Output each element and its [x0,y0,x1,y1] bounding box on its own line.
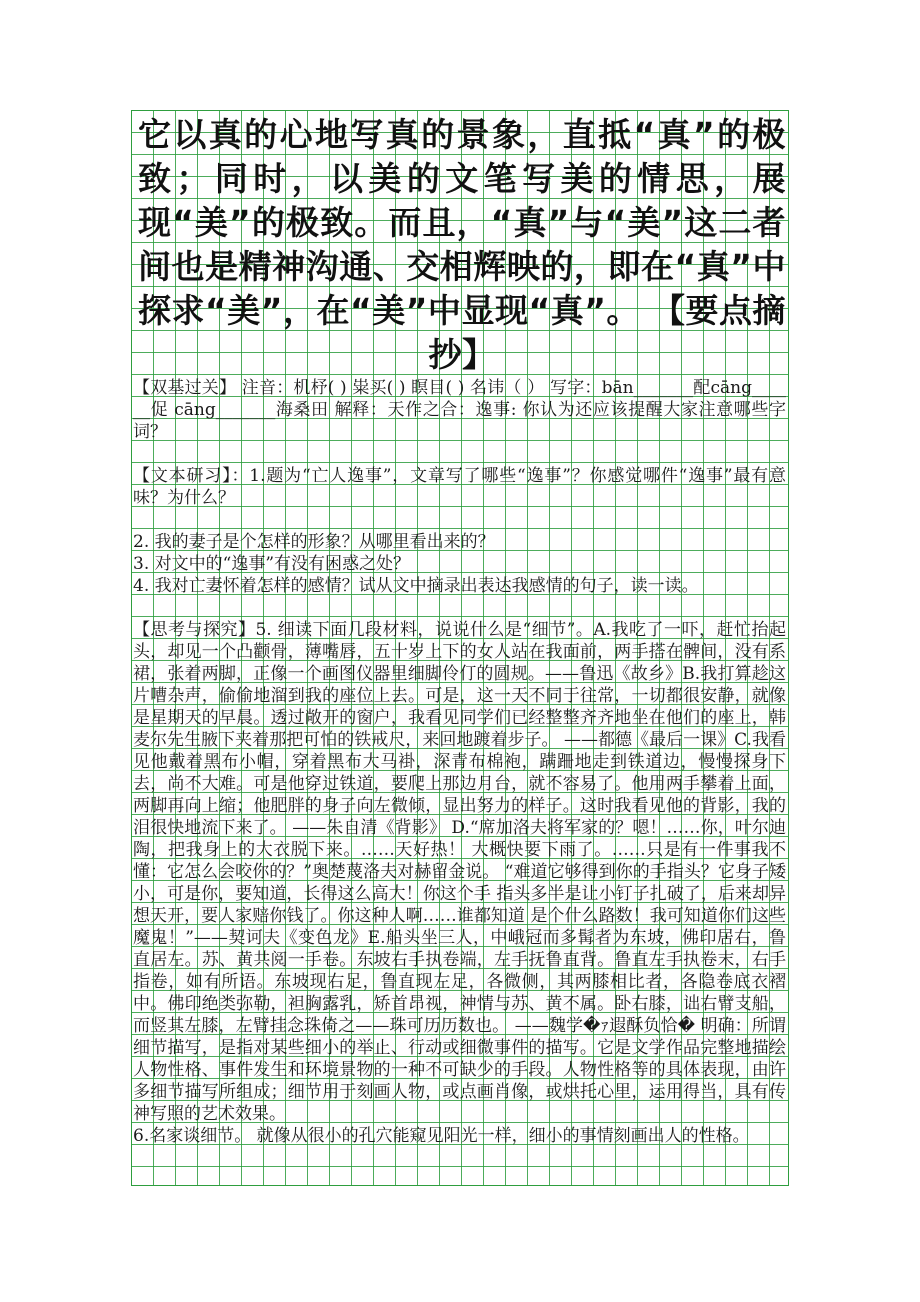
study-label: 【文本研习】 [133,466,232,486]
study-question-4: 4. 我对亡妻怀着怎样的感情？试从文中摘录出表达我感情的句子，读一读。 [133,576,699,596]
study-question-2: 2. 我的妻子是个怎样的形象？从哪里看出来的？ [133,532,495,552]
spacer [132,597,788,619]
page-content [132,111,788,1147]
basics-label: 【双基过关】 [133,378,237,398]
grid-paper [131,110,789,1186]
spacer [132,443,788,465]
basics-section [132,377,788,443]
spacer [132,509,788,531]
study-question-3: 3. 对文中的“逸事”有没有困惑之处？ [133,554,411,574]
explore-question-6: 6.名家谈细节。 就像从很小的孔穴能窥见阳光一样，细小的事情刻画出人的性格。 [133,1126,750,1146]
study-q1-text: ：1.题为“亡人逸事”，文章写了哪些“逸事”？你感觉哪件“逸事”最有意味？为什么？ [133,466,786,508]
explore-text: 5. 细读下面几段材料，说说什么是“细节”。A.我吃了一吓，赶忙抬起头，却见一个凸颧骨，薄嘴唇，五十岁上下的女人站在我面前，两手搭在髀间，没有系裙，张着两脚，正像一个画图仪器里细脚伶仃的圆规。——鲁迅《故乡》B.我打算趁这片嘈杂声，偷偷地溜到我的座位上去。可是，这一天不同于往常，一切都很安静，就像是星期天的早晨。透过敞开的窗户，我看见同学们已经整整齐齐地坐在他们的座上，韩麦尔先生腋下夹着那把可怕的铁戒尺，来回地踱着步子。 ——都德《最后一课》C.我看见他戴着黑布小帽，穿着黑布大马褂，深青布棉袍，蹒跚地走到铁道边，慢慢探身下去，尚不大难。可是他穿过铁道，要爬上那边月台，就不容易了。他用两手攀着上面，两脚再向上缩；他肥胖的身子向左微倾，显出努力的样子。这时我看见他的背影，我的泪很快地流下来了。 ——朱自清《背影》 D.“席加洛夫将军家的？嗯！……你，叶尔迪陶，把我身上的大衣脱下来。……天好热！ 大概快要下雨了。……只是有一件事我不懂：它怎么会咬你的？”奥楚蔑洛夫对赫留金说。 “难道它够得到你的手指头？它身子矮小，可是你，要知道，长得这么高大！你这个手 指头多半是让小钉子扎破了，后来却异想天开，要人家赔你钱了。你这种人啊……谁都知道 是个什么路数！我可知道你们这些魔鬼！”——契诃夫《变色龙》E.船头坐三人，中峨冠而多髯者为东坡，佛印居右，鲁直居左。苏、黄共阅一手卷。东坡右手执卷端，左手抚鲁直背。鲁直左手执卷末，右手指卷，如有所语。东坡现右足，鲁直现左足，各微侧，其两膝相比者，各隐卷底衣褶中。佛印绝类弥勒，袒胸露乳，矫首昂视，神情与苏、黄不属。卧右膝，诎右臂支船，而竖其左膝，左臂挂念珠倚之——珠可历历数也。 ——魏学�ｧ遐酥负恰� 明确：所谓细节描写，是指对某些细小的举止、行动或细微事件的描写。它是文学作品完整地描绘人物性格、事件发生和环境景物的一种不可缺少的手段。人物性格等的具体表现，由许多细节描写所组成；细节用于刻画人物，或点画肖像，或烘托心里，运用得当，具有传神写照的艺术效果。 [133,620,787,1124]
basics-text: 注音：机杼( ) 粜买( ) 瞑目( ) 名讳（ ） 写字：bān_______配cāng______促 cāng_______海桑田 解释：天作之合：逸事: 你认为还应该提醒大家注意哪些字词？ [133,378,786,442]
explore-label: 【思考与探究】 [133,620,256,640]
page-title: 它以真的心地写真的景象，直抵“真”的极致；同时，以美的文笔写美的情思，展现“美”的极致。而且，“真”与“美”这二者间也是精神沟通、交相辉映的，即在“真”中探求“美”，在“美”中显现“真”。 【要点摘抄】 [138,115,786,374]
explore-section [132,619,788,1125]
study-question-1 [132,465,788,509]
